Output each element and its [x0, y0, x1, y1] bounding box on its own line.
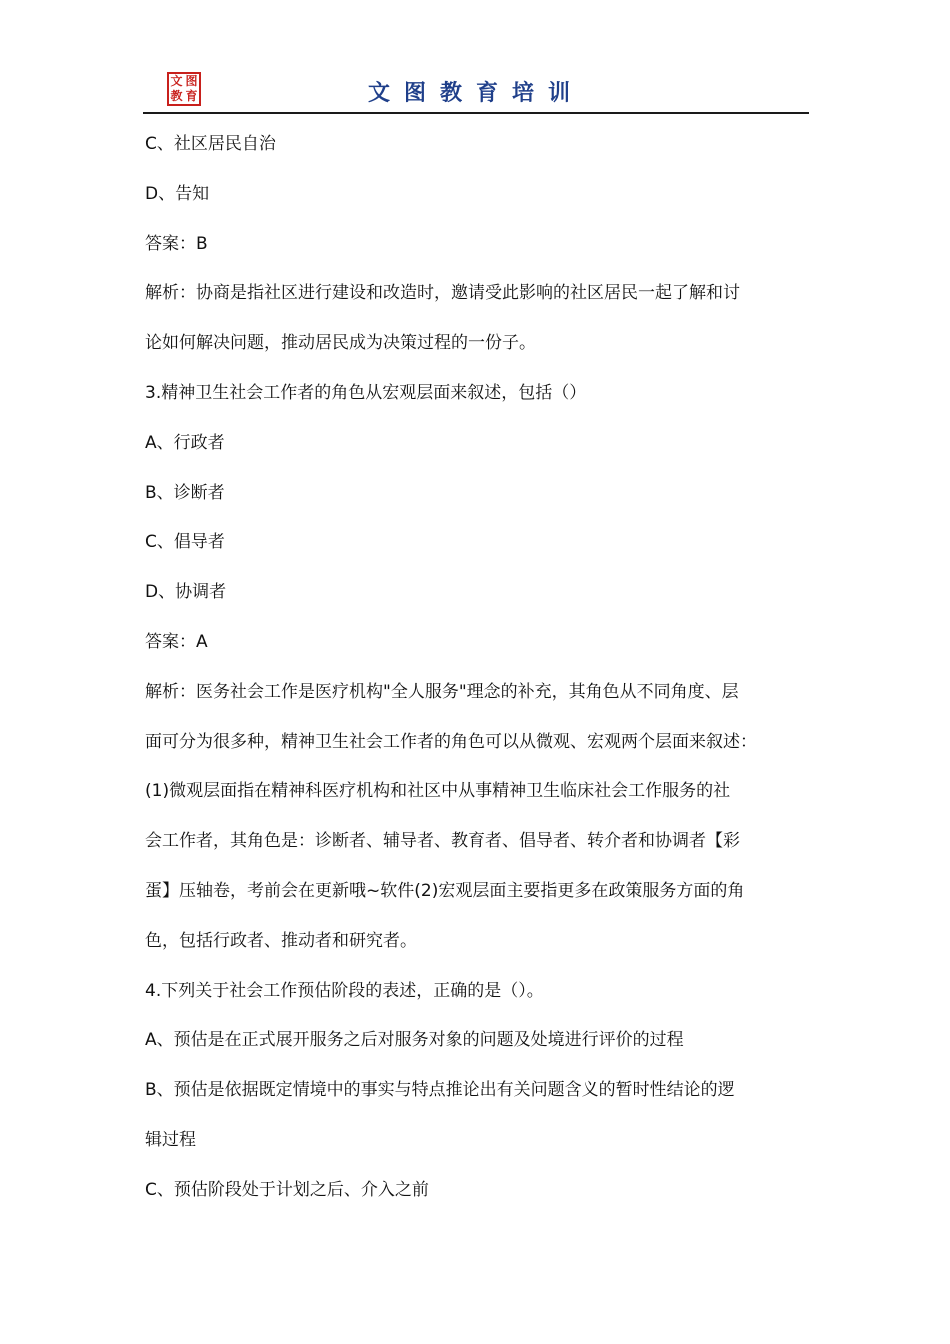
- text-line: 解析：医务社会工作是医疗机构"全人服务"理念的补充，其角色从不同角度、层: [145, 681, 739, 702]
- document-body: [145, 120, 810, 1216]
- text-line: 答案：B: [145, 233, 208, 254]
- text-line: C、预估阶段处于计划之后、介入之前: [145, 1179, 429, 1200]
- page-header: [143, 68, 809, 114]
- text-line: 色，包括行政者、推动者和研究者。: [145, 930, 417, 951]
- logo-seal: 文 图 教 育: [167, 72, 201, 106]
- text-line: C、社区居民自治: [145, 134, 276, 154]
- text-line: 4.下列关于社会工作预估阶段的表述，正确的是（）。: [145, 980, 544, 1001]
- text-line: 蛋】压轴卷，考前会在更新哦~软件(2)宏观层面主要指更多在政策服务方面的角: [145, 880, 745, 901]
- text-line: 辑过程: [145, 1129, 196, 1150]
- text-line: 解析：协商是指社区进行建设和改造时，邀请受此影响的社区居民一起了解和讨: [145, 283, 740, 304]
- text-line: 面可分为很多种，精神卫生社会工作者的角色可以从微观、宏观两个层面来叙述：: [145, 731, 757, 752]
- text-line: C、倡导者: [145, 532, 225, 553]
- text-line: 会工作者，其角色是：诊断者、辅导者、教育者、倡导者、转介者和协调者【彩: [145, 831, 740, 852]
- text-line: B、诊断者: [145, 482, 225, 503]
- text-line: (1)微观层面指在精神科医疗机构和社区中从事精神卫生临床社会工作服务的社: [145, 781, 731, 802]
- text-line: 答案：A: [145, 631, 208, 652]
- text-line: 论如何解决问题，推动居民成为决策过程的一份子。: [145, 333, 536, 354]
- text-line: B、预估是依据既定情境中的事实与特点推论出有关问题含义的暂时性结论的逻: [145, 1080, 735, 1101]
- text-line: D、告知: [145, 183, 210, 204]
- text-line: D、协调者: [145, 582, 227, 603]
- text-line: A、预估是在正式展开服务之后对服务对象的问题及处境进行评价的过程: [145, 1030, 684, 1051]
- brand-title: 文图教育培训: [368, 80, 585, 106]
- text-line: 3.精神卫生社会工作者的角色从宏观层面来叙述，包括（）: [145, 382, 587, 403]
- text-line: A、行政者: [145, 432, 225, 453]
